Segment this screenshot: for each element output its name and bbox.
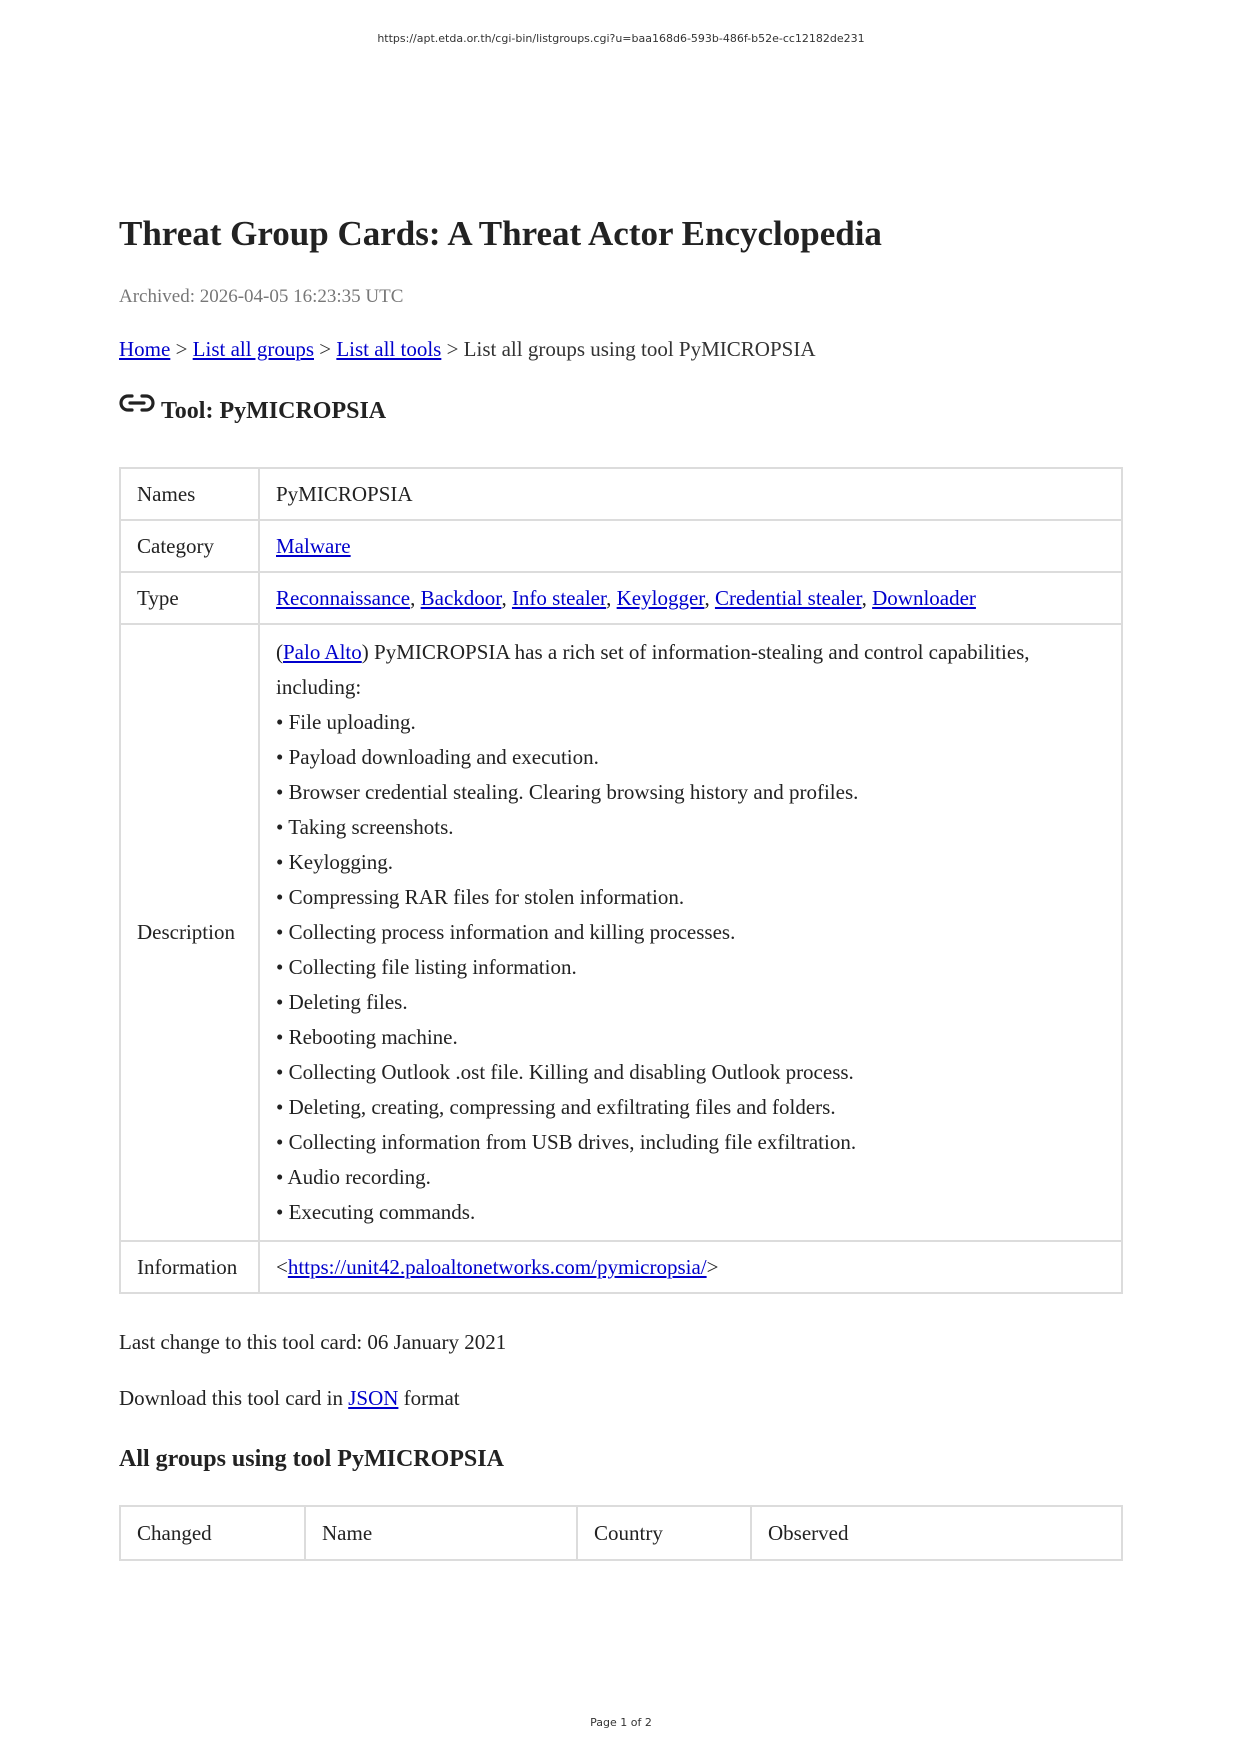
palo-alto-source-link[interactable]: Palo Alto	[283, 640, 362, 664]
page-title: Threat Group Cards: A Threat Actor Encyclopedia	[119, 214, 882, 253]
type-separator: ,	[606, 585, 617, 610]
information-cell	[259, 1241, 1122, 1293]
list-item: • Audio recording.	[276, 1165, 431, 1189]
information-label: Information	[120, 1241, 259, 1293]
download-prefix: Download this tool card in	[119, 1386, 349, 1410]
list-item: • Compressing RAR files for stolen information.	[276, 885, 685, 909]
column-header-changed[interactable]: Changed	[120, 1506, 305, 1560]
angle-close: >	[706, 1254, 719, 1279]
names-value: PyMICROPSIA	[259, 468, 1122, 520]
table-row-type	[120, 572, 1122, 624]
list-item: • Collecting Outlook .ost file. Killing and disabling Outlook process.	[276, 1060, 854, 1084]
type-link[interactable]: Downloader	[872, 585, 976, 610]
unit42-reference-link[interactable]: https://unit42.paloaltonetworks.com/pymicropsia/	[287, 1254, 707, 1279]
list-item: • Deleting files.	[276, 990, 408, 1014]
list-item: • Keylogging.	[276, 850, 394, 874]
last-change-text: Last change to this tool card: 06 January 2021	[119, 1330, 507, 1354]
breadcrumb-separator: >	[170, 337, 193, 361]
table-row-names	[120, 468, 1122, 520]
description-intro-text: ) PyMICROPSIA has a rich set of information-stealing and control capabilities, including:	[276, 640, 1030, 699]
column-header-name[interactable]: Name	[305, 1506, 577, 1560]
list-item: • Deleting, creating, compressing and exfiltrating files and folders.	[276, 1095, 836, 1119]
capability-list	[276, 705, 1105, 1230]
table-row-description	[120, 624, 1122, 1241]
type-link[interactable]: Credential stealer	[714, 585, 862, 610]
type-link[interactable]: Reconnaissance	[276, 585, 411, 610]
list-item: • Payload downloading and execution.	[276, 745, 599, 769]
groups-table	[119, 1505, 1123, 1561]
list-item: • Collecting information from USB drives, including file exfiltration.	[276, 1130, 857, 1154]
list-item: • Rebooting machine.	[276, 1025, 458, 1049]
type-separator: ,	[861, 585, 873, 610]
type-link[interactable]: Backdoor	[420, 585, 502, 610]
description-intro	[276, 635, 1105, 705]
groups-header-row	[120, 1506, 1122, 1560]
page-url-header: https://apt.etda.or.th/cgi-bin/listgroups.cgi?u=baa168d6-593b-486f-b52e-cc12182de231	[377, 32, 865, 45]
breadcrumb	[119, 337, 815, 362]
table-row-information	[120, 1241, 1122, 1293]
column-header-country[interactable]: Country	[577, 1506, 751, 1560]
list-item: • Collecting process information and killing processes.	[276, 920, 736, 944]
groups-heading: All groups using tool PyMICROPSIA	[119, 1446, 504, 1472]
category-label: Category	[120, 520, 259, 572]
type-value-cell	[259, 572, 1122, 624]
type-link[interactable]: Keylogger	[616, 585, 705, 610]
link-icon	[119, 392, 155, 414]
list-item: • File uploading.	[276, 710, 416, 734]
type-separator: ,	[501, 585, 512, 610]
category-link[interactable]: Malware	[276, 533, 351, 558]
tool-heading	[119, 398, 386, 425]
type-link[interactable]: Info stealer	[511, 585, 607, 610]
breadcrumb-tools-link[interactable]: List all tools	[336, 337, 442, 361]
breadcrumb-home-link[interactable]: Home	[119, 337, 171, 361]
list-item: • Browser credential stealing. Clearing browsing history and profiles.	[276, 780, 859, 804]
type-separator: ,	[704, 585, 715, 610]
breadcrumb-groups-link[interactable]: List all groups	[192, 337, 314, 361]
tool-heading-text: Tool: PyMICROPSIA	[161, 398, 387, 424]
type-label: Type	[120, 572, 259, 624]
category-value-cell	[259, 520, 1122, 572]
type-separator: ,	[410, 585, 421, 610]
names-label: Names	[120, 468, 259, 520]
paren-open: (	[276, 640, 283, 664]
json-download-link[interactable]: JSON	[348, 1386, 399, 1410]
list-item: • Executing commands.	[276, 1200, 476, 1224]
download-suffix: format	[398, 1386, 460, 1410]
column-header-observed[interactable]: Observed	[751, 1506, 1122, 1560]
archived-timestamp: Archived: 2026-04-05 16:23:35 UTC	[119, 286, 404, 307]
breadcrumb-current: > List all groups using tool PyMICROPSIA	[441, 337, 816, 361]
list-item: • Collecting file listing information.	[276, 955, 577, 979]
description-label: Description	[120, 624, 259, 1241]
table-row-category	[120, 520, 1122, 572]
breadcrumb-separator: >	[314, 337, 337, 361]
description-cell	[259, 624, 1122, 1241]
list-item: • Taking screenshots.	[276, 815, 454, 839]
download-line	[119, 1386, 460, 1411]
tool-info-table	[119, 467, 1123, 1294]
angle-open: <	[276, 1254, 288, 1279]
page-number: Page 1 of 2	[590, 1716, 652, 1729]
